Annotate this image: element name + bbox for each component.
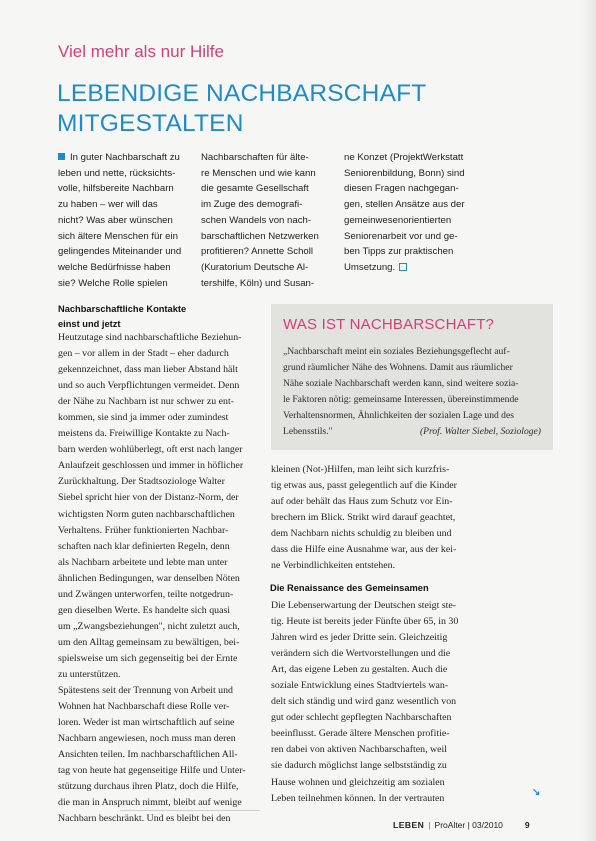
headline [57,79,537,139]
section-title-line: einst und jetzt [58,318,121,329]
intro-line: zu haben – wer will das [58,199,158,211]
body-line: gekennzeichnet, dass man lieber Abstand hält [58,364,238,376]
info-box [271,304,553,450]
body-line: Heutzutage sind nachbarschaftliche Beziehun- [58,332,242,343]
body-line: und so auch Verpflichtungen vermeidet. Denn [58,380,240,392]
body-line: dass die Hilfe eine Ausnahme war, aus der kei- [271,544,457,556]
body-line: Nachbarn angewiesen, noch muss man deren [58,733,236,745]
intro-line: Nachbarschaften für älte- [201,152,309,163]
body-line: Nachbarn beschränkt. Und es bleibt bei den [58,813,231,825]
quote-line: grund räumlicher Nähe des Wohnens. Damit aus räumlicher [283,362,513,373]
square-bullet-icon [58,153,65,160]
intro-line: diesen Fragen nachgegan- [344,183,459,195]
intro-line: profitieren? Annette Scholl [201,246,314,258]
section-title-line: Nachbarschaftliche Kontakte [58,304,187,314]
section-title: Die Renaissance des Gemeinsamen [270,583,429,593]
intro-line: ben Tipps zur praktischen [344,246,454,258]
body-line: zu unterstützen. [58,668,121,680]
intro-line: gen, stellen Ansätze aus der [344,199,465,211]
body-line: Die Lebenserwartung der Deutschen steigt ste- [271,600,457,611]
intro-line: sie? Welche Rolle spielen [58,277,168,289]
intro-line: schen Wandels von nach- [201,214,312,226]
end-square-icon [399,263,407,271]
body-line: Hause wohnen und gleichzeitig am sozialen [271,776,445,788]
body-line: soziale Entwicklung eines Stadtviertels wan- [271,680,449,692]
intro-line: barschaftlichen Netzwerken [201,230,319,242]
quote-line: le Faktoren nötig: gemeinsame Interessen, übereinstimmende [283,394,519,405]
body-line: loren. Weder ist man wirtschaftlich auf seine [58,717,235,729]
kicker: Viel mehr als nur Hilfe [58,42,224,61]
quote-line: „Nachbarschaft meint ein soziales Beziehungsgeflecht auf- [283,346,510,357]
issue-label: ProAlter | 03/2010 [434,820,503,830]
body-line: gen – vor allem in der Stadt – eher dadurch [58,348,229,360]
body-line: die man in Anspruch nimmt, bleibt auf wenige [58,797,242,809]
body-column-right-bottom [271,598,553,807]
body-line: dem Nachbarn nichts schuldig zu bleiben und [271,528,452,540]
body-line: schaften nach klar definierten Regeln, denn [58,540,230,552]
body-line: Spätestens seit der Trennung von Arbeit und [58,685,233,697]
body-line: kleinen (Not-)Hilfen, man leiht sich kurzfris- [271,464,450,475]
body-line: um den Alltag gemeinsam zu bewältigen, bei- [58,636,240,648]
body-line: stützung durchaus ihren Platz, doch die Hilfe, [58,781,239,793]
intro-column-3 [344,150,482,276]
body-line: beeinflusst. Gerade ältere Menschen profitie- [271,728,450,740]
footer-divider [120,810,260,811]
intro-line: ne Konzet (ProjektWerkstatt [344,152,464,163]
body-line: Jahren wird es jeder Dritte sein. Gleichzeitig [271,632,448,644]
intro-line: (Kuratorium Deutsche Al- [201,261,309,273]
footer [393,820,530,830]
continue-arrow-icon: ↘ [532,787,541,798]
body-line: um „Zwangsbeziehungen", nicht zuletzt auch, [58,620,240,632]
intro-line: Seniorenarbeit vor und ge- [344,230,458,242]
intro-line: tershilfe, Köln) und Susan- [201,277,315,289]
body-column-right-top [271,462,553,574]
body-line: tag von heute hat gegenseitige Hilfe und Unter- [58,765,246,777]
body-line: ne Verbindlichkeiten entstehen. [271,560,396,572]
intro-line: gelingendes Miteinander und [58,246,182,258]
definition-quote [283,344,541,440]
info-box-title: WAS IST NACHBARSCHAFT? [283,316,495,333]
body-line: Wohnen hat Nachbarschaft diese Rolle ver- [58,701,230,713]
intro-line: Seniorenbildung, Bonn) sind [344,167,465,179]
body-line: gen dieselben Werte. Es handelte sich quasi [58,604,231,616]
body-line: wichtigsten Norm guten nachbarschaftlichen [58,508,235,520]
body-line: kommen, sie sind ja immer oder zumindest [58,412,229,424]
intro-line: welche Bedürfnisse haben [58,261,171,273]
body-column-left [58,330,262,827]
body-line: Siebel spricht hier von der Distanz-Norm, der [58,492,239,504]
body-line: Art, das eigene Leben zu gestalten. Auch die [271,664,448,676]
headline-line: MITGESTALTEN [57,110,244,137]
intro-line: nicht? Was aber wünschen [58,214,173,226]
body-line: brechern im Blick. Strikt wird darauf geachtet, [271,512,456,524]
body-line: auf oder behält das Haus zum Schutz vor Ein- [271,496,453,508]
intro-line: re Menschen und wie kann [201,167,316,179]
body-line: spielsweise um sich gegenseitig bei der Ernte [58,652,238,664]
headline-line: LEBENDIGE NACHBARSCHAFT [57,80,427,107]
body-line: als Nachbarn arbeitete und lebte man unter [58,556,228,568]
body-line: barn werden wohlüberlegt, oft erst nach langer [58,444,243,456]
quote-source: (Prof. Walter Siebel, Soziologe) [419,426,541,437]
section-title [58,302,186,331]
intro-column-1 [58,150,194,291]
intro-line: im Zuge des demografi- [201,199,303,211]
body-line: meistens da. Freiwillige Kontakte zu Nach- [58,428,230,440]
body-line: und Zwängen unterworfen, teilte notgedrun- [58,588,234,600]
scan-shadow [582,0,596,841]
page-number: 9 [524,820,530,830]
body-line: tig. Heute ist bereits jeder Fünfte über 65, in 30 [271,616,459,628]
intro-line: die gesamte Gesellschaft [201,183,309,195]
footer-separator: | [428,820,431,830]
body-line: sie dadurch möglichst lange selbstständig zu [271,760,447,772]
intro-line: In guter Nachbarschaft zu [58,150,194,166]
body-line: Anlaufzeit geschlossen und immer in höflicher [58,460,244,472]
quote-line: Nähe soziale Nachbarschaft werden kann, sind weitere sozia- [283,378,519,389]
intro-line: leben und nette, rücksichts- [58,167,176,179]
body-line: Zurückhaltung. Der Stadtsoziologe Walter [58,476,225,488]
intro-line: volle, hilfsbereite Nachbarn [58,183,174,195]
quote-line: Lebensstils." (Prof. Walter Siebel, Soziologe) [283,424,541,440]
body-line: Verhaltens. Früher funktionierten Nachbar- [58,524,229,536]
body-line: gut oder schlecht gepflegten Nachbarschaften [271,712,452,724]
intro-column-2 [201,150,337,291]
body-line: verändern sich die Wertvorstellungen und die [271,648,451,660]
intro-line: sich ältere Menschen für ein [58,230,178,242]
magazine-name: LEBEN [393,820,425,830]
body-line: Ansichten teilen. Im nachbarschaftlichen All- [58,749,238,761]
body-line: ren dabei von aktiven Nachbarschaften, weil [271,744,448,756]
body-line: Leben teilnehmen können. In der vertrauten [271,792,445,804]
intro-line: gemeinwesenorientierten [344,214,452,226]
body-line: ähnlichen Bedingungen, war denselben Nöten [58,572,240,584]
body-line: der Nähe zu Nachbarn ist nur schwer zu ent- [58,396,235,408]
body-line: delt sich ständig und wird ganz wesentlich von [271,696,457,708]
body-line: tig etwas aus, passt gelegentlich auf die Kinder [271,480,457,492]
quote-line: Verhaltensnormen, Ähnlichkeiten der sozialen Lage und des [283,410,514,421]
intro-line: Umsetzung. [344,260,482,276]
